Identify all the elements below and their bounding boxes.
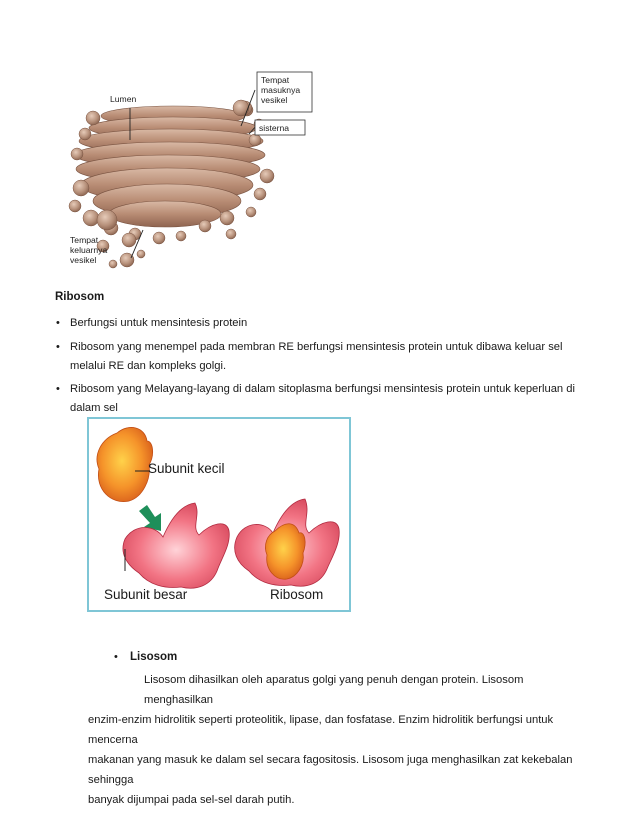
small-subunit-label: Subunit kecil [148, 461, 225, 476]
golgi-cisternae [75, 106, 265, 227]
large-subunit-shape [123, 503, 229, 588]
small-subunit-shape [97, 427, 153, 501]
bullet-symbol: • [114, 651, 118, 663]
large-subunit-label: Subunit besar [104, 587, 188, 602]
ribosom-heading: Ribosom [55, 291, 105, 303]
paragraph-line: banyak dijumpai pada sel-sel darah putih. [88, 794, 295, 806]
bullet-line: Ribosom yang Melayang-layang di dalam sitoplasma berfungsi mensintesis protein untuk keperluan di [70, 383, 575, 395]
bullet-line: Ribosom yang menempel pada membran RE berfungsi mensintesis protein untuk dibawa keluar sel [70, 341, 563, 353]
paragraph-line: Lisosom dihasilkan oleh aparatus golgi yang penuh dengan protein. Lisosom menghasilkan [144, 674, 524, 706]
entry-label-line: masuknya [261, 85, 301, 95]
exit-label-line: vesikel [70, 255, 97, 265]
bullet-line: melalui RE dan kompleks golgi. [70, 360, 227, 372]
entry-label-line: vesikel [261, 95, 288, 105]
bullet-symbol: • [56, 317, 60, 329]
entry-vesicle-label [261, 75, 300, 105]
assembly-arrow-icon [139, 505, 161, 531]
exit-vesicle-label [70, 235, 107, 265]
ribosom-bullet-2 [70, 338, 563, 376]
bullet-symbol: • [56, 341, 60, 353]
paragraph-line: makanan yang masuk ke dalam sel secara fagositosis. Lisosom juga menghasilkan zat kekebalan sehingga [88, 754, 573, 786]
entry-label-line: Tempat [261, 75, 290, 85]
lisosom-heading: Lisosom [130, 651, 178, 663]
exit-label-line: keluarnya [70, 245, 108, 255]
complete-ribosome-shape [235, 499, 340, 586]
ribosome-illustration [89, 419, 349, 610]
ribosome-label: Ribosom [270, 587, 324, 602]
lisosom-paragraph [88, 670, 588, 810]
paragraph-line: enzim-enzim hidrolitik seperti proteolitik, lipase, dan fosfatase. Enzim hidrolitik berfungsi untuk mencerna [88, 714, 554, 746]
bullet-symbol: • [56, 383, 60, 395]
cisterna-label: sisterna [259, 123, 290, 133]
lumen-label: Lumen [110, 94, 137, 104]
ribosom-bullet-3 [70, 380, 575, 418]
exit-label-line: Tempat [70, 235, 99, 245]
ribosom-bullet-1: Berfungsi untuk mensintesis protein [70, 317, 248, 329]
bullet-line: dalam sel [70, 402, 118, 414]
ribosome-figure [87, 417, 351, 612]
